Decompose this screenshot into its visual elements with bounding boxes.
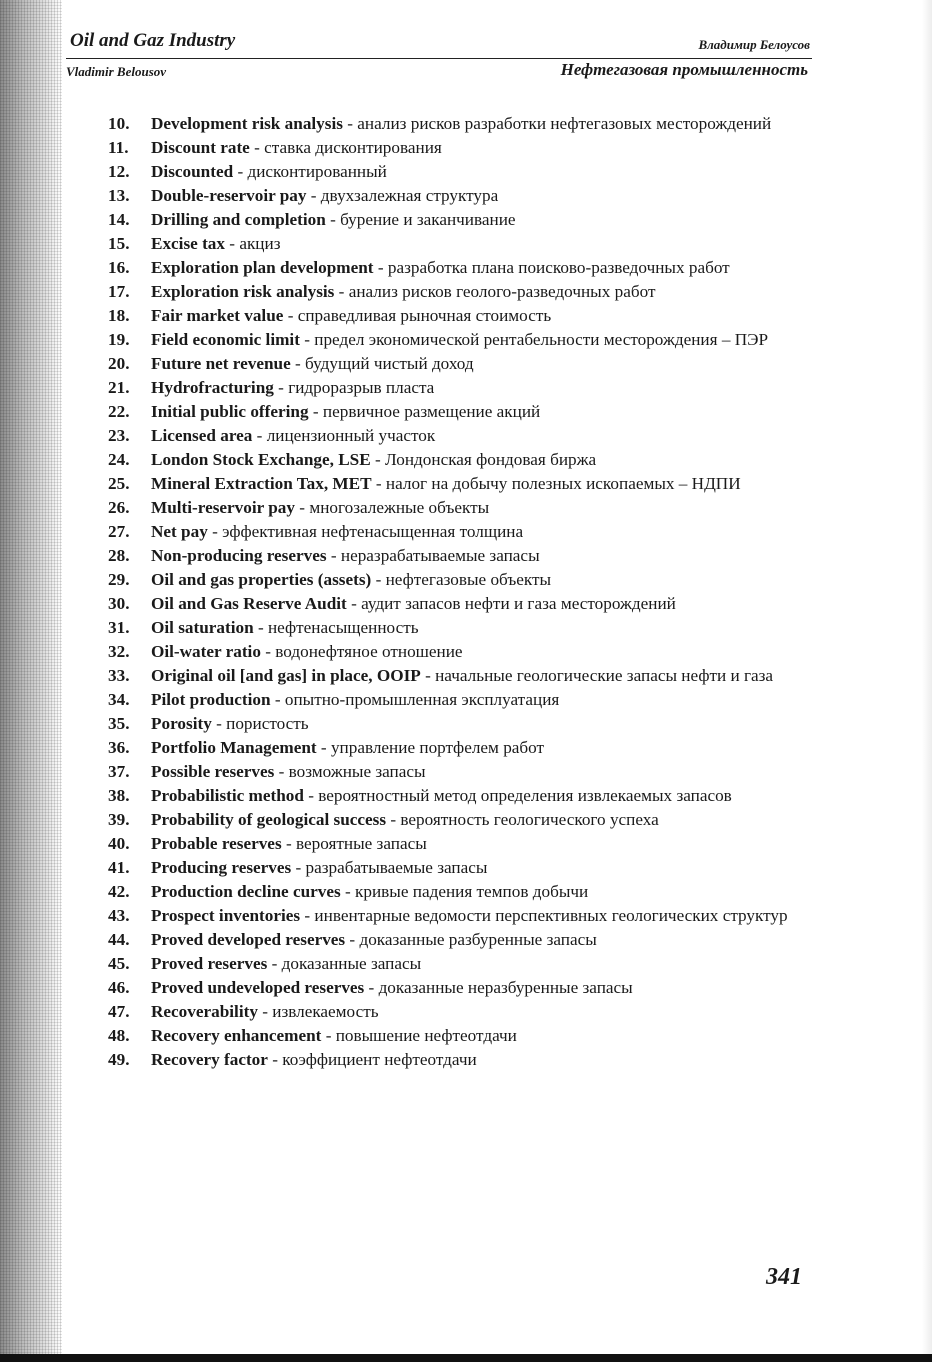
- header-rule: [66, 58, 812, 59]
- page-number: 341: [766, 1264, 802, 1290]
- entry-separator: -: [370, 450, 386, 469]
- entry-number: 11.: [108, 138, 129, 157]
- entry-definition: дисконтированный: [247, 162, 387, 181]
- entry-number: 34.: [108, 690, 130, 709]
- entry-number: 47.: [108, 1002, 130, 1021]
- glossary-entry: [108, 880, 798, 904]
- entry-definition: лицензионный участок: [266, 426, 436, 445]
- entry-separator: -: [386, 810, 401, 829]
- entry-separator: -: [300, 906, 315, 925]
- glossary-entry: [108, 472, 798, 496]
- entry-definition: доказанные разбуренные запасы: [359, 930, 597, 949]
- entry-separator: -: [281, 834, 296, 853]
- glossary-entry: [108, 328, 798, 352]
- entry-term: Future net revenue: [151, 354, 291, 373]
- glossary-entry: [108, 712, 798, 736]
- entry-definition: разрабатываемые запасы: [305, 858, 488, 877]
- entry-separator: -: [334, 282, 349, 301]
- entry-separator: -: [299, 330, 315, 349]
- glossary-entry: [108, 352, 798, 376]
- entry-term: Double-reservoir pay: [151, 186, 307, 205]
- entry-number: 14.: [108, 210, 130, 229]
- entry-term: Probability of geological success: [151, 810, 387, 829]
- entry-term: Exploration plan development: [151, 258, 374, 277]
- entry-number: 30.: [108, 594, 130, 613]
- entry-number: 38.: [108, 786, 130, 805]
- entry-term: Oil saturation: [151, 618, 254, 637]
- entry-separator: -: [306, 186, 321, 205]
- entry-term: Porosity: [151, 714, 212, 733]
- entry-separator: -: [303, 786, 319, 805]
- entry-term: Proved undeveloped reserves: [151, 978, 365, 997]
- glossary-entry: [108, 376, 798, 400]
- entry-definition: Лондонская фондовая биржа: [385, 450, 597, 469]
- entry-number: 25.: [108, 474, 130, 493]
- glossary-entry: [108, 424, 798, 448]
- glossary-entry: [108, 496, 798, 520]
- entry-number: 20.: [108, 354, 130, 373]
- running-header-author-ru: Владимир Белоусов: [698, 37, 810, 52]
- glossary-entry: [108, 1000, 798, 1024]
- entry-number: 26.: [108, 498, 130, 517]
- entry-definition: извлекаемость: [272, 1002, 379, 1021]
- entry-separator: -: [345, 930, 360, 949]
- glossary-entry: [108, 664, 798, 688]
- entry-number: 22.: [108, 402, 130, 421]
- entry-separator: -: [257, 1002, 273, 1021]
- entry-term: Oil and Gas Reserve Audit: [151, 594, 347, 613]
- entry-separator: -: [290, 354, 306, 373]
- entry-term: Possible reserves: [151, 762, 275, 781]
- glossary-entry: [108, 904, 798, 928]
- entry-separator: -: [252, 426, 267, 445]
- glossary-list: [108, 112, 798, 1072]
- entry-number: 35.: [108, 714, 130, 733]
- entry-term: Initial public offering: [151, 402, 309, 421]
- entry-number: 49.: [108, 1050, 130, 1069]
- glossary-entry: [108, 760, 798, 784]
- glossary-entry: [108, 1024, 798, 1048]
- running-header-title-ru: Нефтегазовая промышленность: [560, 60, 808, 79]
- entry-number: 17.: [108, 282, 130, 301]
- entry-separator: -: [267, 954, 282, 973]
- entry-definition: кривые падения темпов добычи: [355, 882, 589, 901]
- entry-separator: -: [326, 546, 341, 565]
- glossary-entry: [108, 304, 798, 328]
- entry-separator: -: [225, 234, 240, 253]
- glossary-entry: [108, 1048, 798, 1072]
- entry-separator: -: [373, 258, 388, 277]
- glossary-entry: [108, 736, 798, 760]
- entry-term: London Stock Exchange, LSE: [151, 450, 371, 469]
- entry-separator: -: [249, 138, 265, 157]
- glossary-entry: [108, 808, 798, 832]
- entry-number: 18.: [108, 306, 130, 325]
- entry-term: Fair market value: [151, 306, 284, 325]
- entry-number: 13.: [108, 186, 130, 205]
- entry-definition: ставка дисконтирования: [264, 138, 442, 157]
- entry-separator: -: [371, 474, 386, 493]
- entry-definition: доказанные запасы: [281, 954, 422, 973]
- entry-definition: предел экономической рентабельности месторождения – ПЭР: [314, 330, 769, 349]
- entry-number: 37.: [108, 762, 130, 781]
- entry-number: 32.: [108, 642, 130, 661]
- glossary-entry: [108, 256, 798, 280]
- glossary-entry: [108, 520, 798, 544]
- entry-number: 21.: [108, 378, 130, 397]
- entry-number: 43.: [108, 906, 130, 925]
- entry-number: 19.: [108, 330, 130, 349]
- entry-term: Recovery enhancement: [151, 1026, 322, 1045]
- entry-separator: -: [321, 1026, 336, 1045]
- entry-number: 31.: [108, 618, 130, 637]
- entry-definition: коэффициент нефтеотдачи: [282, 1050, 477, 1069]
- entry-term: Probabilistic method: [151, 786, 304, 805]
- entry-separator: -: [233, 162, 248, 181]
- entry-term: Proved reserves: [151, 954, 268, 973]
- entry-separator: -: [283, 306, 298, 325]
- entry-separator: -: [308, 402, 323, 421]
- entry-term: Discount rate: [151, 138, 250, 157]
- entry-definition: бурение и заканчивание: [340, 210, 516, 229]
- entry-definition: начальные геологические запасы нефти и газа: [435, 666, 774, 685]
- glossary-entry: [108, 688, 798, 712]
- entry-number: 23.: [108, 426, 130, 445]
- entry-term: Hydrofracturing: [151, 378, 274, 397]
- entry-definition: пористость: [226, 714, 309, 733]
- entry-term: Mineral Extraction Tax, MET: [151, 474, 372, 493]
- entry-number: 29.: [108, 570, 130, 589]
- glossary-entry: [108, 280, 798, 304]
- glossary-entry: [108, 544, 798, 568]
- glossary-entry: [108, 232, 798, 256]
- entry-term: Prospect inventories: [151, 906, 301, 925]
- entry-definition: разработка плана поисково-разведочных работ: [387, 258, 730, 277]
- entry-definition: эффективная нефтенасыщенная толщина: [222, 522, 524, 541]
- entry-separator: -: [340, 882, 356, 901]
- glossary-entry: [108, 832, 798, 856]
- glossary-entry: [108, 928, 798, 952]
- entry-definition: гидроразрыв пласта: [288, 378, 435, 397]
- entry-number: 24.: [108, 450, 130, 469]
- entry-definition: акциз: [239, 234, 281, 253]
- entry-term: Portfolio Management: [151, 738, 317, 757]
- entry-separator: -: [253, 618, 268, 637]
- entry-definition: возможные запасы: [288, 762, 426, 781]
- entry-separator: -: [342, 114, 358, 133]
- entry-definition: повышение нефтеотдачи: [335, 1026, 517, 1045]
- entry-definition: анализ рисков разработки нефтегазовых месторождений: [357, 114, 772, 133]
- glossary-entry: [108, 448, 798, 472]
- entry-separator: -: [273, 378, 289, 397]
- entry-term: Licensed area: [151, 426, 253, 445]
- glossary-entry: [108, 952, 798, 976]
- entry-number: 10.: [108, 114, 130, 133]
- entry-separator: -: [274, 762, 289, 781]
- entry-definition: двухзалежная структура: [320, 186, 499, 205]
- running-header-author-en: Vladimir Belousov: [66, 64, 167, 79]
- glossary-entry: [108, 616, 798, 640]
- entry-number: 27.: [108, 522, 130, 541]
- entry-term: Probable reserves: [151, 834, 282, 853]
- glossary-entry: [108, 112, 798, 136]
- entry-definition: налог на добычу полезных ископаемых – НДПИ: [385, 474, 741, 493]
- glossary-entry: [108, 640, 798, 664]
- entry-term: Oil-water ratio: [151, 642, 261, 661]
- entry-definition: неразрабатываемые запасы: [340, 546, 540, 565]
- entry-number: 39.: [108, 810, 130, 829]
- entry-definition: вероятностный метод определения извлекаемых запасов: [318, 786, 732, 805]
- entry-separator: -: [420, 666, 436, 685]
- entry-separator: -: [364, 978, 379, 997]
- glossary-entry: [108, 208, 798, 232]
- entry-term: Development risk analysis: [151, 114, 343, 133]
- entry-number: 44.: [108, 930, 130, 949]
- entry-term: Drilling and completion: [151, 210, 326, 229]
- entry-definition: вероятность геологического успеха: [400, 810, 659, 829]
- entry-separator: -: [316, 738, 331, 757]
- entry-term: Multi-reservoir pay: [151, 498, 295, 517]
- page-edge: [922, 0, 932, 1354]
- entry-number: 15.: [108, 234, 130, 253]
- entry-term: Oil and gas properties (assets): [151, 570, 372, 589]
- entry-term: Net pay: [151, 522, 208, 541]
- entry-number: 36.: [108, 738, 130, 757]
- entry-definition: доказанные неразбуренные запасы: [378, 978, 633, 997]
- entry-definition: вероятные запасы: [295, 834, 427, 853]
- entry-separator: -: [291, 858, 306, 877]
- entry-definition: первичное размещение акций: [322, 402, 541, 421]
- entry-number: 16.: [108, 258, 130, 277]
- entry-term: Non-producing reserves: [151, 546, 327, 565]
- entry-separator: -: [346, 594, 362, 613]
- glossary-entry: [108, 784, 798, 808]
- glossary-entry: [108, 976, 798, 1000]
- entry-number: 41.: [108, 858, 130, 877]
- glossary-entry: [108, 160, 798, 184]
- entry-number: 46.: [108, 978, 130, 997]
- entry-number: 33.: [108, 666, 130, 685]
- entry-separator: -: [267, 1050, 283, 1069]
- entry-separator: -: [371, 570, 386, 589]
- entry-definition: аудит запасов нефти и газа месторождений: [361, 594, 676, 613]
- entry-definition: нефтегазовые объекты: [385, 570, 552, 589]
- running-header-left: Oil and Gaz Industry: [70, 30, 236, 51]
- entry-term: Exploration risk analysis: [151, 282, 335, 301]
- glossary-entry: [108, 856, 798, 880]
- entry-separator: -: [260, 642, 276, 661]
- entry-separator: -: [211, 714, 227, 733]
- entry-definition: инвентарные ведомости перспективных геологических структур: [314, 906, 788, 925]
- entry-number: 12.: [108, 162, 130, 181]
- entry-term: Producing reserves: [151, 858, 292, 877]
- entry-term: Recovery factor: [151, 1050, 268, 1069]
- book-binding-shadow: [0, 0, 62, 1362]
- glossary-entry: [108, 184, 798, 208]
- entry-number: 48.: [108, 1026, 130, 1045]
- glossary-entry: [108, 592, 798, 616]
- entry-separator: -: [270, 690, 285, 709]
- entry-definition: многозалежные объекты: [309, 498, 490, 517]
- glossary-entry: [108, 136, 798, 160]
- entry-term: Recoverability: [151, 1002, 258, 1021]
- entry-number: 40.: [108, 834, 130, 853]
- entry-definition: нефтенасыщенность: [267, 618, 419, 637]
- entry-term: Proved developed reserves: [151, 930, 346, 949]
- entry-separator: -: [325, 210, 341, 229]
- entry-term: Original oil [and gas] in place, OOIP: [151, 666, 421, 685]
- glossary-entry: [108, 568, 798, 592]
- entry-term: Production decline curves: [151, 882, 341, 901]
- entry-number: 45.: [108, 954, 130, 973]
- entry-separator: -: [207, 522, 223, 541]
- entry-number: 42.: [108, 882, 130, 901]
- entry-definition: справедливая рыночная стоимость: [297, 306, 552, 325]
- entry-definition: водонефтяное отношение: [275, 642, 463, 661]
- entry-definition: управление портфелем работ: [330, 738, 545, 757]
- entry-definition: будущий чистый доход: [305, 354, 474, 373]
- entry-separator: -: [295, 498, 310, 517]
- entry-term: Pilot production: [151, 690, 271, 709]
- scan-bottom-border: [0, 1354, 932, 1362]
- entry-number: 28.: [108, 546, 130, 565]
- glossary-entry: [108, 400, 798, 424]
- entry-term: Field economic limit: [151, 330, 300, 349]
- entry-term: Discounted: [151, 162, 234, 181]
- entry-term: Excise tax: [151, 234, 225, 253]
- entry-definition: опытно-промышленная эксплуатация: [284, 690, 560, 709]
- entry-definition: анализ рисков геолого-разведочных работ: [348, 282, 656, 301]
